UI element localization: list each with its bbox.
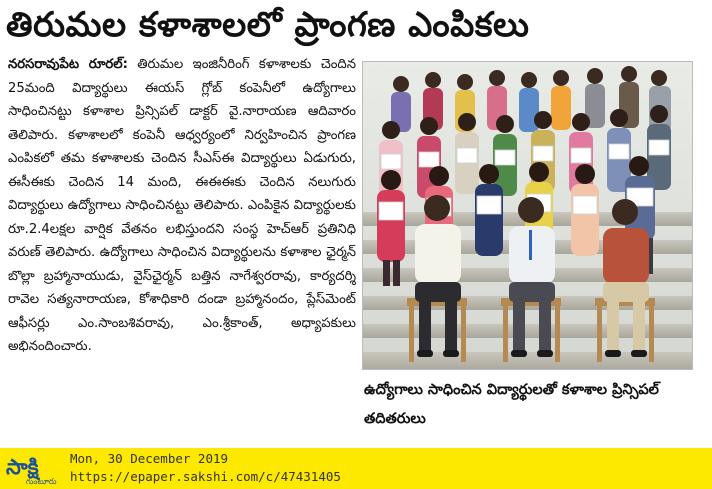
article-text: తిరుమల ఇంజినీరింగ్ కళాశాలకు చెందిన 25మంది విద్యార్థులు ఈయస్ గ్లోబ్ కంపెనీలో ఉద్యోగాలు సాధించినట్టు కళాశాల ప్రిన్సిపల్ డాక్టర్ వై.నారాయణ ఆదివారం తెలిపారు. కళాశాలలో కంపెనీ ఆధ్వర్యంలో నిర్వహించిన ప్రాంగణ ఎంపికలో తమ కళాశాలకు చెందిన సీఎస్ఈ విద్యార్థులు ఏడుగురు, ఈసీఈకు చెందిన 14 మంది, ఈఈఈకు చెందిన నలుగురు విద్యార్థులు ఉద్యోగాలు సాధించినట్టు తెలిపారు. ఎంపికైన విద్యార్థులకు రూ.2.4లక్షల వార్షిక వేతనం లభిస్తుందని సంస్థ హెచ్ఆర్ ప్రతినిధి వరుణ్ తెలిపారు. ఉద్యోగాలు సాధించిన విద్యార్థులను కళాశాల ఛైర్మన్ బొల్లా బ్రహ్మానాయుడు, వైస్‌ఛైర్మన్ బత్తిన నాగేశ్వరరావు, కార్యదర్శి రావెల సత్యనారాయణ, కోశాధికారి దండా బ్రహ్మానందం, ప్లేస్‌మెంట్ ఆఫీసర్లు ఎం.సాంబశివరావు, ఎం.శ్రీకాంత్, అధ్యాపకులు అభినందించారు. [8,57,356,354]
group-photo-image [363,62,693,370]
article-body [8,53,356,438]
article-dateline: నరసరావుపేట రూరల్: [8,57,128,72]
footer-bar [0,448,712,489]
headline: తిరుమల కళాశాలలో ప్రాంగణ ఎంపికలు [6,5,530,45]
sakshi-logo-icon [4,450,66,487]
photo-caption: ఉద్యోగాలు సాధించిన విద్యార్థులతో కళాశాల ప్రిన్సిపల్ తదితరులు [364,382,659,427]
news-photo [362,61,693,370]
logo-wordmark: సాక్షి [6,455,39,479]
edition-date: Mon, 30 December 2019 [70,451,229,466]
logo-edition: గుంటూరు [26,477,57,486]
sakshi-logo[interactable] [4,450,66,487]
epaper-link[interactable]: https://epaper.sakshi.com/c/47431405 [70,469,341,484]
